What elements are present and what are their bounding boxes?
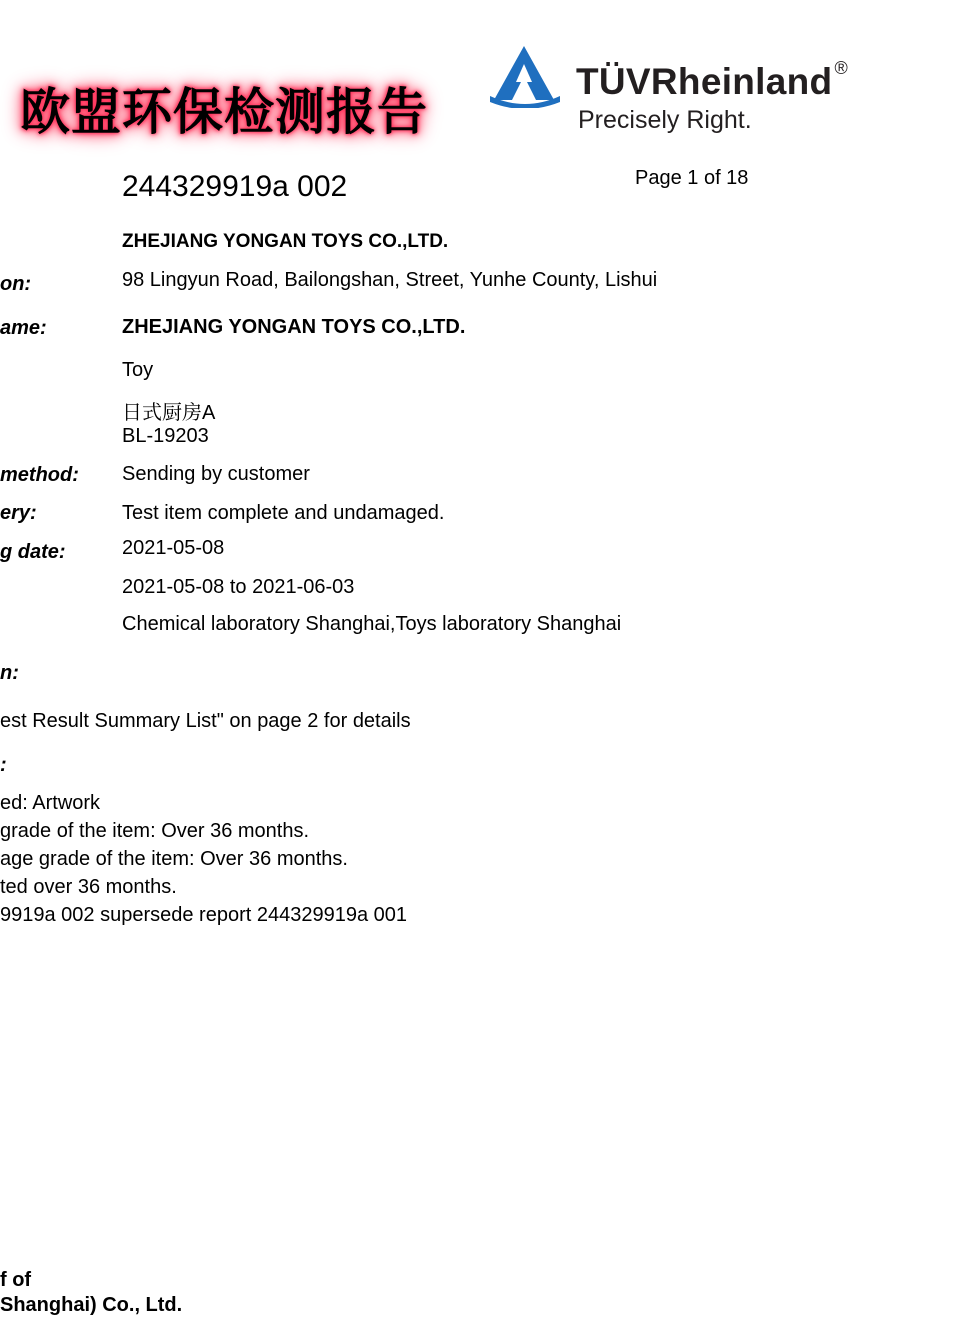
result-label: n: [0,662,19,684]
remark-line: grade of the item: Over 36 months. [0,820,310,842]
remark-line: 9919a 002 supersede report 244329919a 001 [0,904,408,926]
result-text: est Result Summary List" on page 2 for details [0,710,411,732]
manufacturer-value: ZHEJIANG YONGAN TOYS CO.,LTD. [122,316,466,338]
remark-line: ted over 36 months. [0,876,177,898]
delivery-label: ery: [0,502,37,524]
model-value: BL-19203 [122,425,209,447]
report-number: 244329919a 002 [122,170,348,203]
tuv-triangle-icon [488,42,562,108]
page-number: Page 1 of 18 [635,167,749,189]
footer-line-2: Shanghai) Co., Ltd. [0,1294,183,1316]
remark-label: : [0,754,7,776]
footer-line-1: f of [0,1269,32,1291]
brand-tagline: Precisely Right. [578,106,752,134]
item-name-value: 日式厨房A [122,402,216,424]
delivery-value: Test item complete and undamaged. [122,502,445,524]
remark-line: age grade of the item: Over 36 months. [0,848,348,870]
brand-name-text: TÜVRheinland [576,61,833,102]
product-value: Toy [122,359,154,381]
laboratory-value: Chemical laboratory Shanghai,Toys laboratory Shanghai [122,613,622,635]
applicant-name: ZHEJIANG YONGAN TOYS CO.,LTD. [122,231,449,252]
remark-line: ed: Artwork [0,792,101,814]
manufacturer-label: ame: [0,317,47,339]
banner-title: 欧盟环保检测报告 [20,83,428,141]
brand-name [576,58,848,103]
receiving-date-label: g date: [0,541,66,563]
sampling-method-label: method: [0,464,79,486]
testing-period-value: 2021-05-08 to 2021-06-03 [122,576,355,598]
registered-mark: ® [834,58,849,78]
sampling-method-value: Sending by customer [122,463,310,485]
receiving-date-value: 2021-05-08 [122,537,225,559]
address-label: on: [0,273,32,295]
address-value: 98 Lingyun Road, Bailongshan, Street, Yunhe County, Lishui [122,269,658,291]
